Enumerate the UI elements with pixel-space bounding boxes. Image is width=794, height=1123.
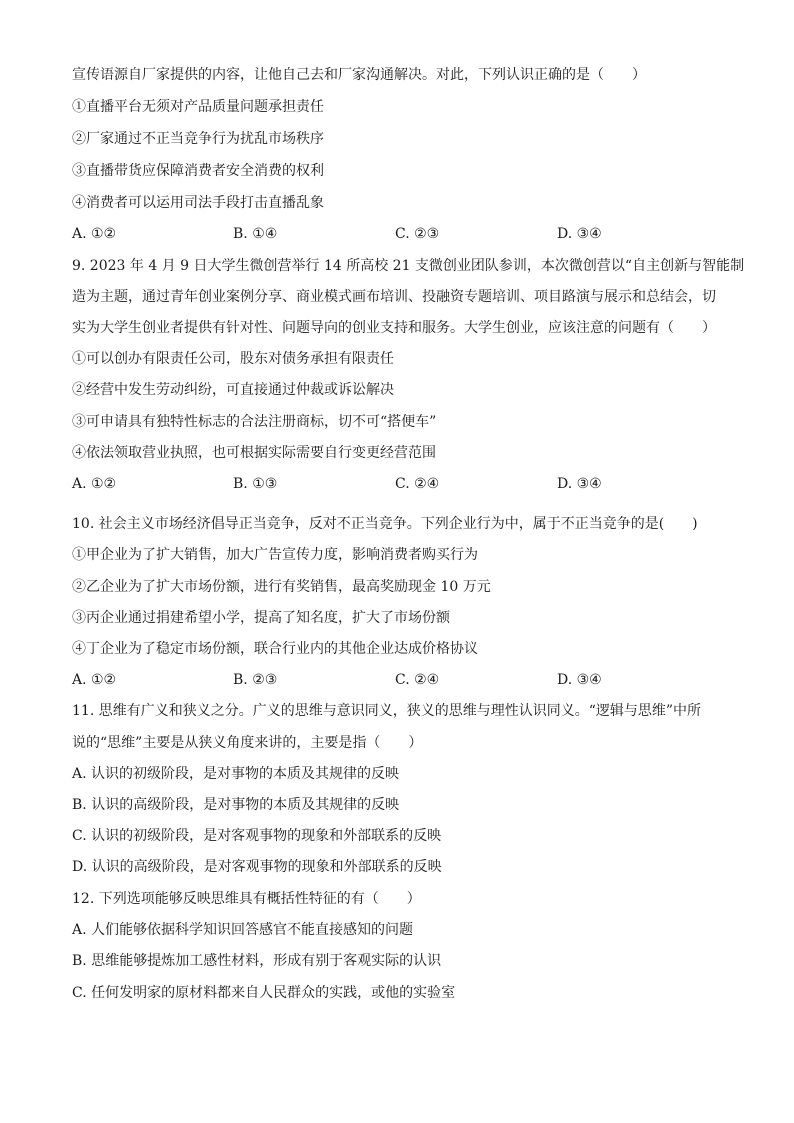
q10-stem: 10. 社会主义市场经济倡导正当竞争，反对不正当竞争。下列企业行为中，属于不正当竞争的是( ) — [72, 516, 698, 532]
q8-statement-1: ①直播平台无须对产品质量问题承担责任 — [72, 99, 324, 115]
q9-stem-line-3: 实为大学生创业者提供有针对性、问题导向的创业支持和服务。大学生创业，应该注意的问题有（ ） — [72, 320, 716, 336]
q9-statement-2: ②经营中发生劳动纠纷，可直接通过仲裁或诉讼解决 — [72, 382, 394, 398]
q8-option-a[interactable]: A. ①② — [72, 226, 117, 242]
q8-option-c[interactable]: C. ②③ — [395, 226, 440, 242]
q9-statement-1: ①可以创办有限责任公司，股东对债务承担有限责任 — [72, 351, 394, 367]
q9-option-a[interactable]: A. ①② — [72, 476, 117, 492]
q8-stem: 宣传语源自厂家提供的内容，让他自己去和厂家沟通解决。对此，下列认识正确的是（ ） — [72, 67, 646, 83]
q10-options — [72, 670, 732, 690]
q11-stem-line-2: 说的“思维”主要是从狭义角度来讲的，主要是指（ ） — [72, 735, 423, 751]
q12-option-c[interactable]: C. 任何发明家的原材料都来自人民群众的实践，或他的实验室 — [72, 985, 456, 1001]
q8-options — [72, 224, 732, 244]
q10-option-d[interactable]: D. ③④ — [557, 672, 602, 688]
q12-stem: 12. 下列选项能够反映思维具有概括性特征的有（ ） — [72, 891, 421, 907]
q11-stem-line-1: 11. 思维有广义和狭义之分。广义的思维与意识同义，狭义的思维与理性认识同义。“逻辑与思维”中所 — [72, 703, 702, 719]
q10-statement-2: ②乙企业为了扩大市场份额，进行有奖销售，最高奖励现金 10 万元 — [72, 579, 491, 595]
q10-statement-1: ①甲企业为了扩大销售，加大广告宣传力度，影响消费者购买行为 — [72, 547, 478, 563]
q8-statement-2: ②厂家通过不正当竞争行为扰乱市场秩序 — [72, 131, 324, 147]
q10-statement-4: ④丁企业为了稳定市场份额，联合行业内的其他企业达成价格协议 — [72, 641, 478, 657]
q9-option-b[interactable]: B. ①③ — [233, 476, 278, 492]
q8-statement-3: ③直播带货应保障消费者安全消费的权利 — [72, 163, 324, 179]
q11-option-c[interactable]: C. 认识的初级阶段，是对客观事物的现象和外部联系的反映 — [72, 828, 442, 844]
q10-option-c[interactable]: C. ②④ — [395, 672, 440, 688]
q9-options — [72, 474, 732, 494]
q11-option-d[interactable]: D. 认识的高级阶段，是对客观事物的现象和外部联系的反映 — [72, 859, 442, 875]
q12-option-b[interactable]: B. 思维能够提炼加工感性材料，形成有别于客观实际的认识 — [72, 953, 442, 969]
q10-option-a[interactable]: A. ①② — [72, 672, 117, 688]
q9-option-d[interactable]: D. ③④ — [557, 476, 602, 492]
q9-statement-3: ③可申请具有独特性标志的合法注册商标，切不可“搭便车” — [72, 414, 437, 430]
q9-statement-4: ④依法领取营业执照，也可根据实际需要自行变更经营范围 — [72, 445, 436, 461]
q11-option-a[interactable]: A. 认识的初级阶段，是对事物的本质及其规律的反映 — [72, 766, 400, 782]
q10-statement-3: ③丙企业通过捐建希望小学，提高了知名度，扩大了市场份额 — [72, 610, 450, 626]
q9-stem-line-2: 造为主题，通过青年创业案例分享、商业模式画布培训、投融资专题培训、项目路演与展示和总结会，切 — [72, 289, 716, 305]
q12-option-a[interactable]: A. 人们能够依据科学知识回答感官不能直接感知的问题 — [72, 922, 414, 938]
q8-option-d[interactable]: D. ③④ — [557, 226, 602, 242]
q8-statement-4: ④消费者可以运用司法手段打击直播乱象 — [72, 195, 324, 211]
q10-option-b[interactable]: B. ②③ — [233, 672, 278, 688]
q9-stem-line-1: 9. 2023 年 4 月 9 日大学生微创营举行 14 所高校 21 支微创业团队参训，本次微创营以“自主创新与智能制 — [72, 258, 745, 274]
q9-option-c[interactable]: C. ②④ — [395, 476, 440, 492]
q11-option-b[interactable]: B. 认识的高级阶段，是对事物的本质及其规律的反映 — [72, 797, 400, 813]
q8-option-b[interactable]: B. ①④ — [233, 226, 278, 242]
